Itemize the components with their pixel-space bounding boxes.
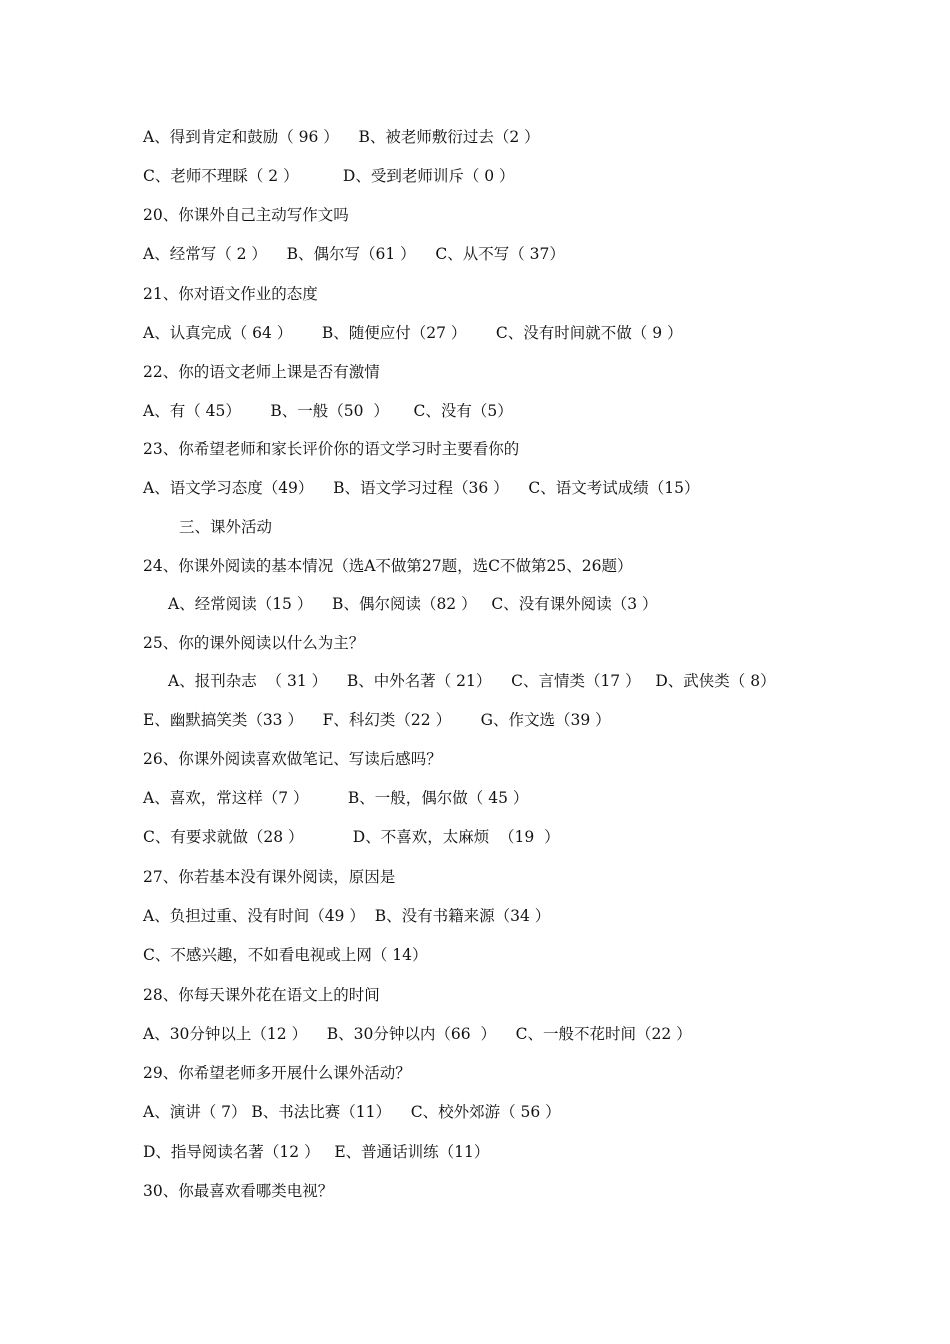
answer-line: A、经常阅读（15 ） B、偶尔阅读（82 ） C、没有课外阅读（3 ）	[168, 595, 658, 613]
question-line: 26、你课外阅读喜欢做笔记、写读后感吗？	[143, 750, 442, 768]
answer-line: C、有要求就做（28 ） D、不喜欢，太麻烦 （19 ）	[143, 828, 560, 846]
question-line: 28、你每天课外花在语文上的时间	[143, 986, 380, 1004]
answer-line: C、老师不理睬（ 2 ） D、受到老师训斥（ 0 ）	[143, 167, 515, 185]
answer-line: A、有（ 45） B、一般（50 ） C、没有（5）	[143, 402, 513, 420]
section-heading: 三、课外活动	[179, 518, 273, 536]
answer-line: A、演讲（ 7） B、书法比赛（11） C、校外郊游（ 56 ）	[143, 1103, 561, 1121]
question-line: 22、你的语文老师上课是否有激情	[143, 363, 380, 381]
question-line: 21、你对语文作业的态度	[143, 285, 318, 303]
question-line: 20、你课外自己主动写作文吗	[143, 206, 349, 224]
question-line: 30、你最喜欢看哪类电视？	[143, 1182, 334, 1200]
question-line: 24、你课外阅读的基本情况（选A不做第27题，选C不做第25、26题）	[143, 557, 633, 575]
answer-line: A、报刊杂志 （ 31 ） B、中外名著（ 21） C、言情类（17 ） D、武侠类（ 8）	[168, 672, 776, 690]
answer-line: A、认真完成（ 64 ） B、随便应付（27 ） C、没有时间就不做（ 9 ）	[143, 324, 683, 342]
answer-line: A、语文学习态度（49） B、语文学习过程（36 ） C、语文考试成绩（15）	[143, 479, 700, 497]
answer-line: A、经常写（ 2 ） B、偶尔写（61 ） C、从不写（ 37）	[143, 245, 565, 263]
question-line: 27、你若基本没有课外阅读，原因是	[143, 868, 396, 886]
answer-line: A、负担过重、没有时间（49 ） B、没有书籍来源（34 ）	[143, 907, 551, 925]
answer-line: A、30分钟以上（12 ） B、30分钟以内（66 ） C、一般不花时间（22 ）	[143, 1025, 692, 1043]
answer-line: C、不感兴趣，不如看电视或上网（ 14）	[143, 946, 428, 964]
question-line: 23、你希望老师和家长评价你的语文学习时主要看你的	[143, 440, 520, 458]
answer-line: A、得到肯定和鼓励（ 96 ） B、被老师敷衍过去（2 ）	[143, 128, 540, 146]
answer-line: A、喜欢，常这样（7 ） B、一般，偶尔做（ 45 ）	[143, 789, 529, 807]
answer-line: D、指导阅读名著（12 ） E、普通话训练（11）	[143, 1143, 490, 1161]
question-line: 29、你希望老师多开展什么课外活动？	[143, 1064, 411, 1082]
answer-line: E、幽默搞笑类（33 ） F、科幻类（22 ） G、作文选（39 ）	[143, 711, 611, 729]
question-line: 25、你的课外阅读以什么为主？	[143, 634, 365, 652]
